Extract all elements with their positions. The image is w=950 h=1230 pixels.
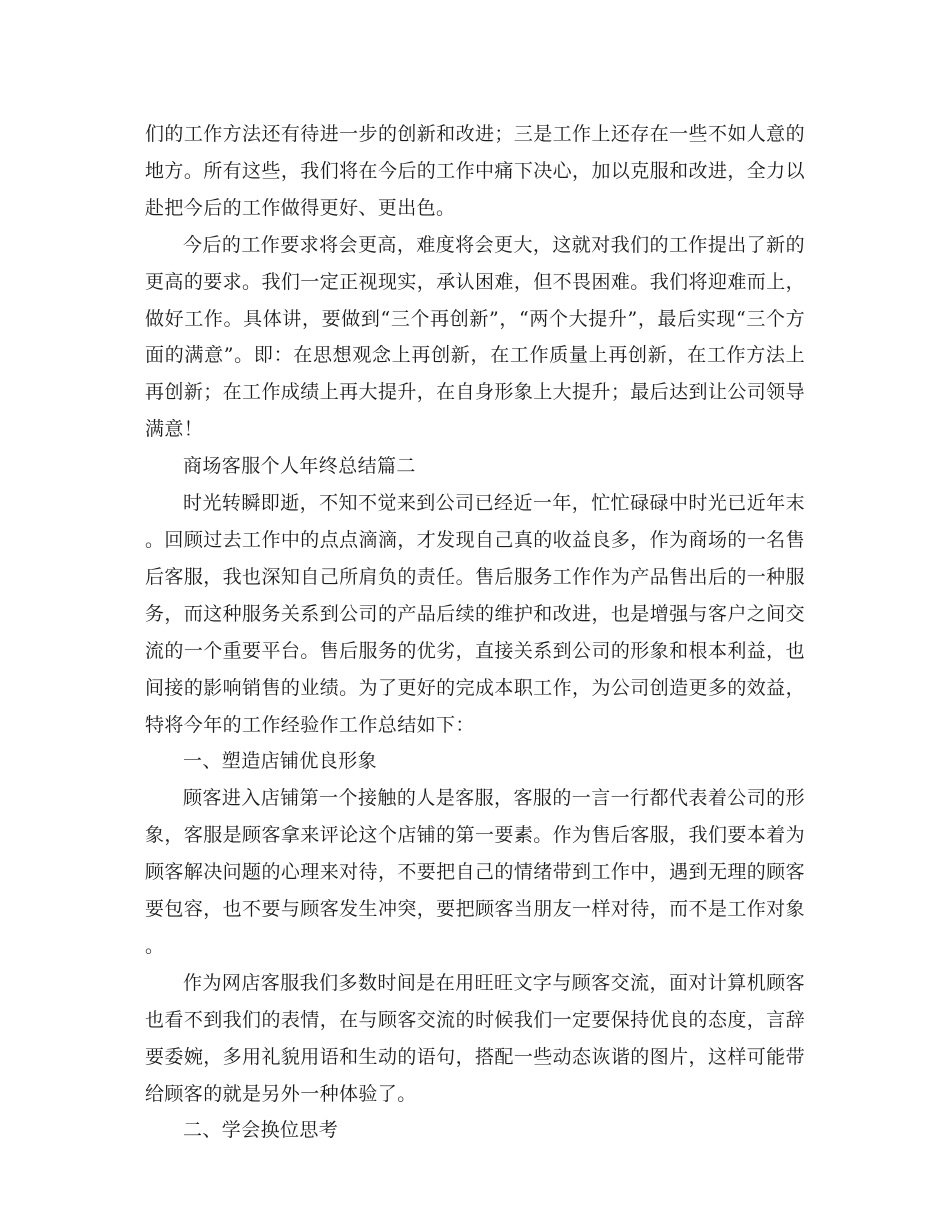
paragraph-work-requirements: 今后的工作要求将会更高，难度将会更大，这就对我们的工作提出了新的更高的要求。我们一定正视现实，承认困难，但不畏困难。我们将迎难而上，做好工作。具体讲，要做到“三个再创新”，“两个大提升”，最后实现“三个方面的满意”。即：在思想观念上再创新，在工作质量上再创新，在工作方法上再创新；在工作成绩上再大提升，在自身形象上大提升；最后达到让公司领导满意！	[145, 233, 805, 441]
section-heading-one: 一、塑造店铺优良形象	[183, 750, 378, 773]
paragraph-intro: 时光转瞬即逝，不知不觉来到公司已经近一年，忙忙碌碌中时光已近年末。回顾过去工作中的点点滴滴，才发现自己真的收益良多，作为商场的一名售后客服，我也深知自己所肩负的责任。售后服务工作作为产品售出后的一种服务，而这种服务关系到公司的产品后续的维护和改进，也是增强与客户之间交流的一个重要平台。售后服务的优劣，直接关系到公司的形象和根本利益，也间接的影响销售的业绩。为了更好的完成本职工作，为公司创造更多的效益，特将今年的工作经验作工作总结如下：	[145, 492, 805, 736]
paragraph-continued: 们的工作方法还有待进一步的创新和改进；三是工作上还存在一些不如人意的地方。所有这些，我们将在今后的工作中痛下决心，加以克服和改进，全力以赴把今后的工作做得更好、更出色。	[145, 123, 805, 219]
document-body	[145, 116, 805, 1149]
paragraph-online-service: 作为网店客服我们多数时间是在用旺旺文字与顾客交流，面对计算机顾客也看不到我们的表情，在与顾客交流的时候我们一定要保持优良的态度，言辞要委婉，多用礼貌用语和生动的语句，搭配一些动态诙谐的图片，这样可能带给顾客的就是另外一种体验了。	[145, 971, 805, 1105]
section-title: 商场客服个人年终总结篇二	[183, 455, 416, 478]
section-heading-two: 二、学会换位思考	[183, 1119, 339, 1142]
paragraph-store-image: 顾客进入店铺第一个接触的人是客服，客服的一言一行都代表着公司的形象，客服是顾客拿来评论这个店铺的第一要素。作为售后客服，我们要本着为顾客解决问题的心理来对待，不要把自己的情绪带到工作中，遇到无理的顾客要包容，也不要与顾客发生冲突，要把顾客当朋友一样对待，而不是工作对象。	[145, 787, 805, 957]
